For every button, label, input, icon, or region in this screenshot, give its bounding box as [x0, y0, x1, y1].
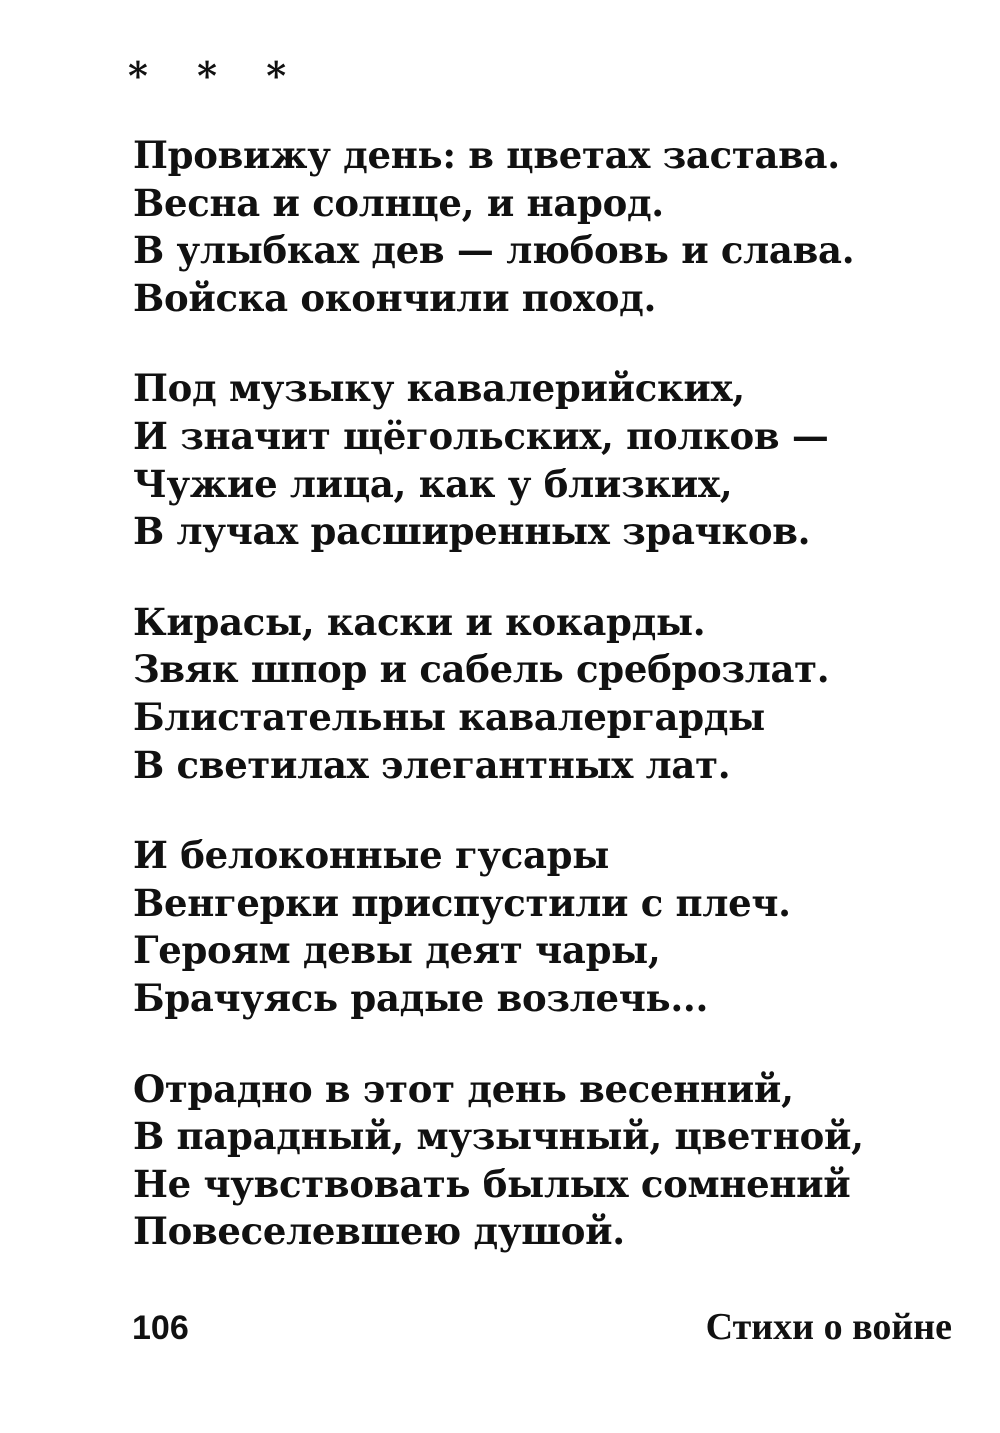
- poem-line: Венгерки приспустили с плеч.: [133, 880, 791, 925]
- poem-line: И белоконные гусары: [133, 833, 610, 878]
- poem-line: В лучах расширенных зрачков.: [133, 509, 811, 554]
- poem-line: Под музыку кавалерийских,: [133, 366, 745, 411]
- poem-line: В парадный, музычный, цветной,: [133, 1114, 864, 1159]
- poem: [133, 132, 953, 1299]
- stanza-1: [133, 132, 953, 322]
- poem-line: Весна и солнце, и народ.: [133, 180, 664, 225]
- page-number: 106: [132, 1309, 189, 1347]
- poem-line: Чужие лица, как у близких,: [133, 461, 733, 506]
- poem-line: Не чувствовать былых сомнений: [133, 1161, 851, 1206]
- poem-line: Блистательны кавалергарды: [133, 694, 765, 739]
- poem-line: В светилах элегантных лат.: [133, 742, 731, 787]
- poem-line: Повеселевшею душой.: [133, 1209, 625, 1254]
- stanza-3: [133, 599, 953, 789]
- poem-line: Героям девы деят чары,: [133, 928, 661, 973]
- running-title: Стихи о войне: [705, 1306, 952, 1348]
- poem-line: В улыбках дев — любовь и слава.: [133, 228, 855, 273]
- poem-line: И значит щёгольских, полков —: [133, 413, 829, 458]
- stanza-5: [133, 1066, 953, 1256]
- stanza-4: [133, 832, 953, 1022]
- poem-line: Отрадно в этот день весенний,: [133, 1066, 794, 1111]
- poem-line: Звяк шпор и сабель среброзлат.: [133, 647, 830, 692]
- poem-line: Брачуясь радые возлечь...: [133, 975, 709, 1020]
- poem-line: Кирасы, каски и кокарды.: [133, 599, 706, 644]
- poem-line: Войска окончили поход.: [133, 275, 657, 320]
- stanza-2: [133, 365, 953, 555]
- section-ornament: * * *: [128, 53, 305, 98]
- poem-line: Провижу день: в цветах застава.: [133, 133, 840, 177]
